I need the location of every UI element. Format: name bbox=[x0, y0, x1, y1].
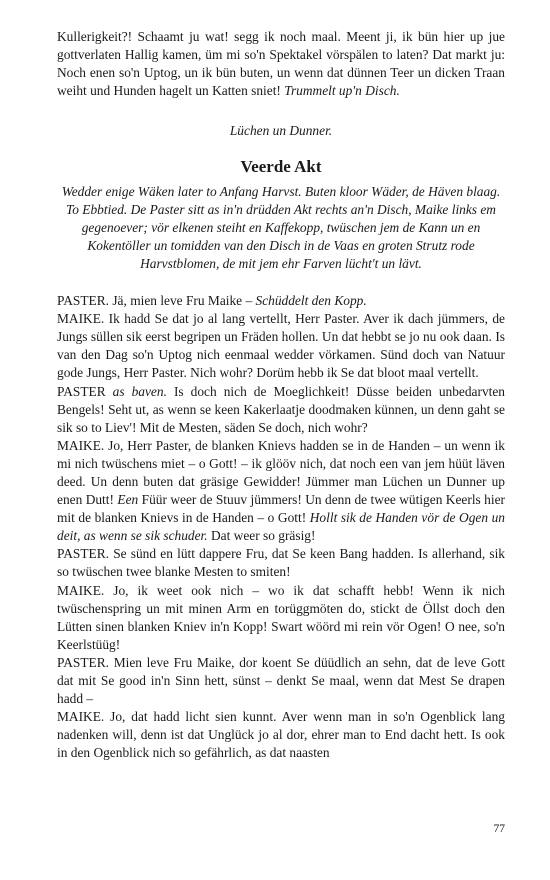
line-text: Jo, dat hadd licht sien kunnt. Aver wenn man in so'n Ogenblick lang nadenken will, denn ist dat Unglück jo al dor, ehrer man to End dacht hett. Is ook in den Ogenblick nich so gefährlich, as dat naasten bbox=[57, 709, 505, 761]
line-direction: Een bbox=[117, 492, 139, 508]
speaker: PASTER bbox=[57, 383, 106, 399]
line-text: Jo, ik weet ook nich – wo ik dat schafft hebb! Wenn ik nich twüschenspring un mit minen Arm en torüggmöten do, stickt de Öllst doch den Lütten sinen blanken Kniev in'n Kopp! Swart wöörd mi rein vör Ogen! O nee, so'n Keerlstüüg! bbox=[57, 582, 506, 652]
opening-text: Kullerigkeit?! Schaamt ju wat! segg ik noch maal. Meent ji, ik bün hier up jue gottverlaten Hallig kamen, üm mi so'n Spektakel vörspälen to laten? Dat markt ju: Noch enen so'n Uptog, un ik bün buten, un wenn dat dünnen Teer un dicken Traan weiht und Hunden hagelt un Katten sniet! bbox=[57, 29, 505, 99]
dialogue-line bbox=[57, 310, 505, 382]
line-text: Dat weer so gräsig! bbox=[207, 528, 316, 544]
speaker: PASTER. bbox=[57, 654, 109, 670]
opening-direction: Trummelt up'n Disch. bbox=[284, 83, 400, 99]
line-text: Jo, Herr Paster, de blanken Knievs hadden se in de Handen – un wenn ik mi nich twüschens miet – o Gott! – ik glööv nich, dat noch een van jem hüüt läven deed. Un denn buten dat gräsige Gewidder! Jümmer man Lüchen un Dunner up enen Dutt! bbox=[57, 437, 505, 508]
line-text: Se sünd en lütt dappere Fru, dat Se keen Bang hadden. Is allerhand, sik so twüschen twee blanke Mesten to smiten! bbox=[57, 546, 505, 580]
line-direction: as baven. bbox=[112, 383, 167, 399]
dialogue-line bbox=[57, 582, 505, 654]
line-text: Füür weer de Stuuv jümmers! Un denn de twee wütigen Keerls hier mit de blanken Knievs in de Handen – o Gott! bbox=[57, 492, 505, 526]
dialogue-line bbox=[57, 292, 505, 310]
opening-paragraph bbox=[57, 28, 505, 100]
speaker: MAIKE. bbox=[57, 311, 105, 327]
dialogue-line bbox=[57, 708, 505, 762]
line-direction: Hollt sik de Handen vör de Ogen un deit, as wenn se sik schuder. bbox=[57, 510, 505, 544]
line-text: Mien leve Fru Maike, dor koent Se düüdlich an sehn, dat de leve Gott dat mit Se good in'n Sinn hett, sünst – denkt Se maal, wenn dat Mest Se drapen hadd – bbox=[57, 654, 505, 707]
dialogue-line bbox=[57, 654, 505, 708]
speaker: PASTER. bbox=[57, 293, 109, 309]
stage-direction: Wedder enige Wäken later to Anfang Harvst. Buten kloor Wäder, de Häven blaag. To Ebbtied. De Paster sitt as in'n drüdden Akt rechts an'n Disch, Maike links em gegenoever; vör elkenen steiht en Kaffekopp, twüschen jem de Kann un en Kokentöller un tomidden van den Disch in de Vaas en groten Strutz rode Harvstblomen, de mit jem ehr Farven lücht't un lävt. bbox=[61, 183, 501, 271]
speaker: MAIKE. bbox=[57, 582, 105, 598]
line-text: Jä, mien leve Fru Maike – bbox=[112, 293, 256, 309]
speaker: MAIKE. bbox=[57, 709, 105, 725]
speaker: MAIKE. bbox=[57, 437, 105, 453]
scene-end-direction: Lüchen un Dunner. bbox=[229, 123, 333, 139]
dialogue-line bbox=[57, 383, 505, 437]
line-text: Ik hadd Se dat jo al lang vertellt, Herr Paster. Aver ik dach jümmers, de Jungs süllen sik eerst begripen un Fräden hollen. Un dat hebbt se jo nu ook daan. Is van den Dag so'n Uptog nich eenmaal wedder vörkamen. Sünd doch van Natuur gode Jungs, Herr Paster. Nich wohr? Dorüm hebb ik Se dat bloot maal vertellt. bbox=[57, 311, 505, 381]
line-direction: Schüddelt den Kopp. bbox=[255, 293, 367, 309]
dialogue-line bbox=[57, 545, 505, 581]
page-text bbox=[57, 28, 505, 762]
page-number: 77 bbox=[493, 823, 505, 835]
act-title: Veerde Akt bbox=[240, 157, 322, 177]
dialogue-line bbox=[57, 437, 505, 546]
line-text: Is doch nich de Moeglichkeit! Düsse beiden unbedarvten Bengels! Seht ut, as wenn se keen Kakerlaatje doodmaken künnen, un denn gaht se sik so to Liev'! Mit de Mesten, säden Se doch, nich wohr? bbox=[57, 383, 505, 435]
speaker: PASTER. bbox=[57, 546, 109, 562]
